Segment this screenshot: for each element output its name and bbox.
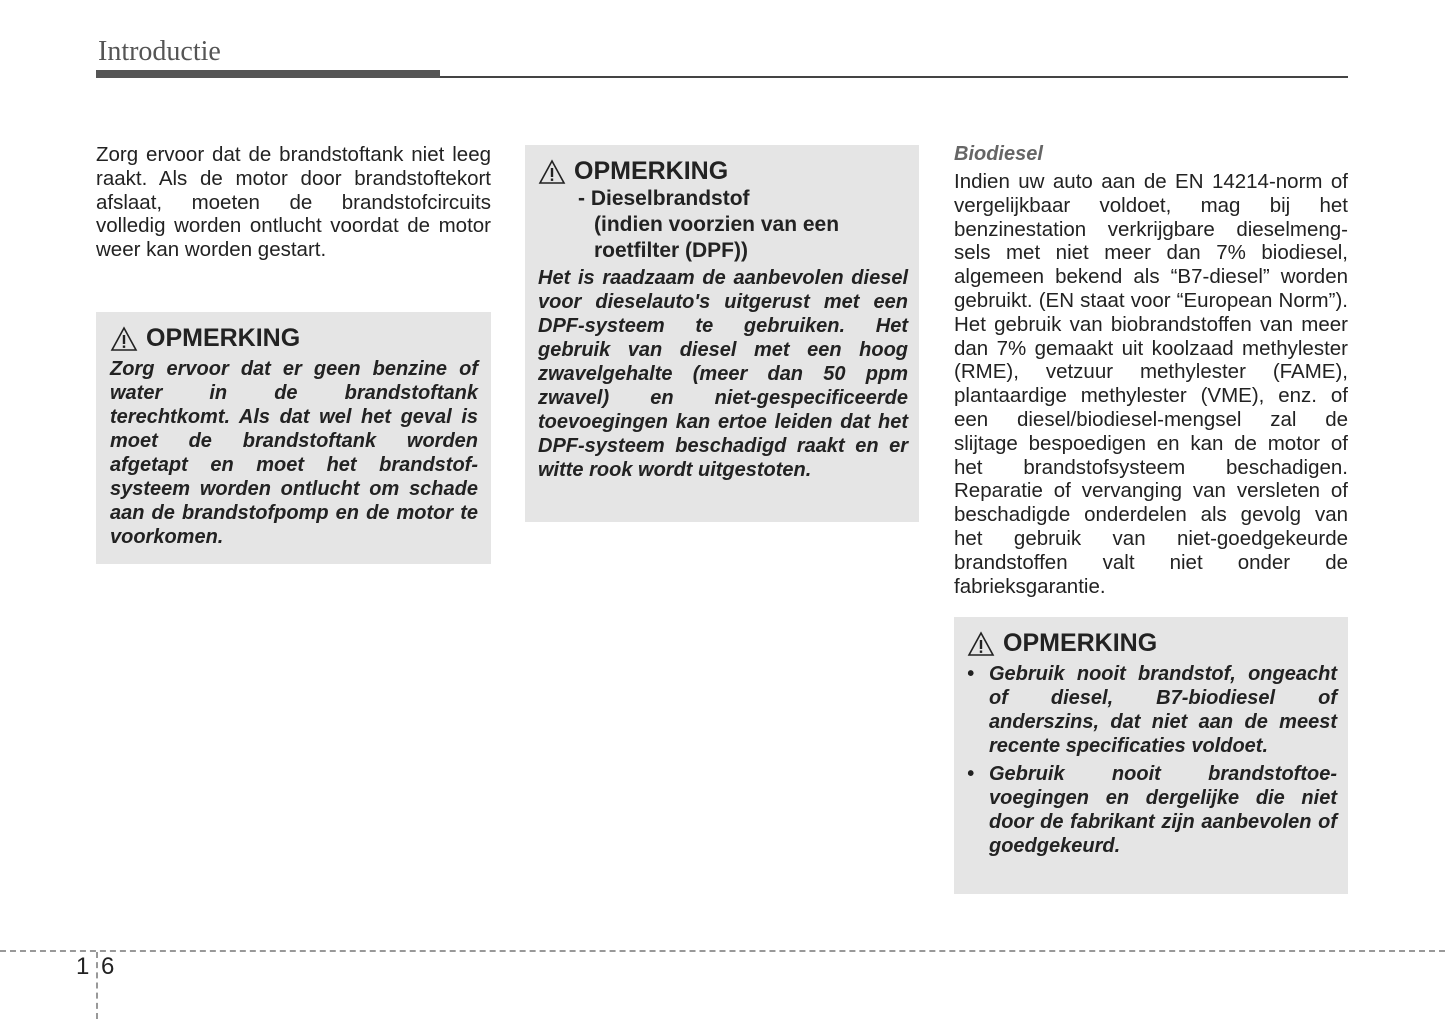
column-3 <box>954 143 1348 598</box>
tank-paragraph: Zorg ervoor dat de brandstoftank niet leeg raakt. Als de motor door brandstoftekort afslaat, moeten de brandstofcircuits volledig worden ontlucht voordat de motor weer kan worden gestart. <box>96 143 491 262</box>
list-item-text: Gebruik nooit brandstoftoe-voegingen en dergelijke die niet door de fabrikant zijn aanbevolen of goedgekeurd. <box>989 763 1337 857</box>
column-1 <box>96 143 491 262</box>
note-header <box>110 324 478 353</box>
note-subtitle-line: (indien voorzien van een <box>594 213 840 236</box>
note-title: OPMERKING <box>1003 629 1158 657</box>
footer-vertical-divider <box>96 952 98 1019</box>
page-number: 6 <box>101 953 115 980</box>
biodiesel-paragraph: Indien uw auto aan de EN 14214-norm of vergelijkbaar voldoet, mag bij het benzinestation verkrijgbare dieselmeng-sels met niet meer dan 7% biodiesel, algemeen bekend als “B7-diesel” worden gebruikt. (EN staat voor “European Norm”). Het gebruik van biobrandstoffen van meer dan 7% gemaakt uit koolzaad methylester (RME), vetzuur methylester (FAME), plantaardige methylester (VME), enz. of een diesel/biodiesel-mengsel zal de slijtage bespoedigen en kan de motor of het brandstofsysteem beschadigen. Reparatie of vervanging van versleten of beschadigde onderdelen als gevolg van het gebruik van niet-goedgekeurde brandstoffen valt niet onder de fabrieksgarantie. <box>954 170 1348 598</box>
list-item-text: Gebruik nooit brandstof, ongeacht of diesel, B7-biodiesel of anderszins, dat niet aan de meest recente specificaties voldoet. <box>989 663 1337 757</box>
warning-icon <box>538 159 566 185</box>
list-item <box>967 662 1337 758</box>
note-text: Zorg ervoor dat er geen benzine of water in de brandstoftank terechtkomt. Als dat wel het geval is moet de brandstoftank worden afgetapt en moet het brandstof-systeem worden ontlucht om schade aan de brandstofpomp en de motor te voorkomen. <box>110 358 478 548</box>
footer-divider <box>0 950 1445 952</box>
note-text: Het is raadzaam de aanbevolen diesel voor dieselauto's uitgerust met een DPF-systeem te gebruiken. Het gebruik van diesel met een hoog zwavelgehalte (meer dan 50 ppm zwavel) en niet-gespecificeerde toevoegingen kan ertoe leiden dat het DPF-systeem beschadigd raakt en er witte rook wordt uitgestoten. <box>538 267 908 481</box>
note-subtitle-line: roetfilter (DPF)) <box>594 239 748 262</box>
chapter-number: 1 <box>76 953 90 980</box>
note-title: OPMERKING <box>574 157 729 185</box>
note-box-water <box>96 312 491 564</box>
page-title: Introductie <box>98 36 221 67</box>
header-rule-accent <box>96 70 440 78</box>
note-box-diesel <box>525 145 919 522</box>
note-title: OPMERKING <box>146 324 301 352</box>
note-box-fuel <box>954 617 1348 894</box>
note-header <box>967 629 1337 658</box>
note-bullet-list <box>967 662 1337 858</box>
biodiesel-heading: Biodiesel <box>954 143 1043 165</box>
note-subtitle <box>578 186 908 264</box>
warning-icon <box>110 326 138 352</box>
bullet-icon: • <box>967 663 975 685</box>
note-header <box>538 157 908 186</box>
bullet-icon: • <box>967 763 975 785</box>
list-item <box>967 762 1337 858</box>
note-subtitle-line: - Dieselbrandstof <box>578 187 750 210</box>
warning-icon <box>967 631 995 657</box>
